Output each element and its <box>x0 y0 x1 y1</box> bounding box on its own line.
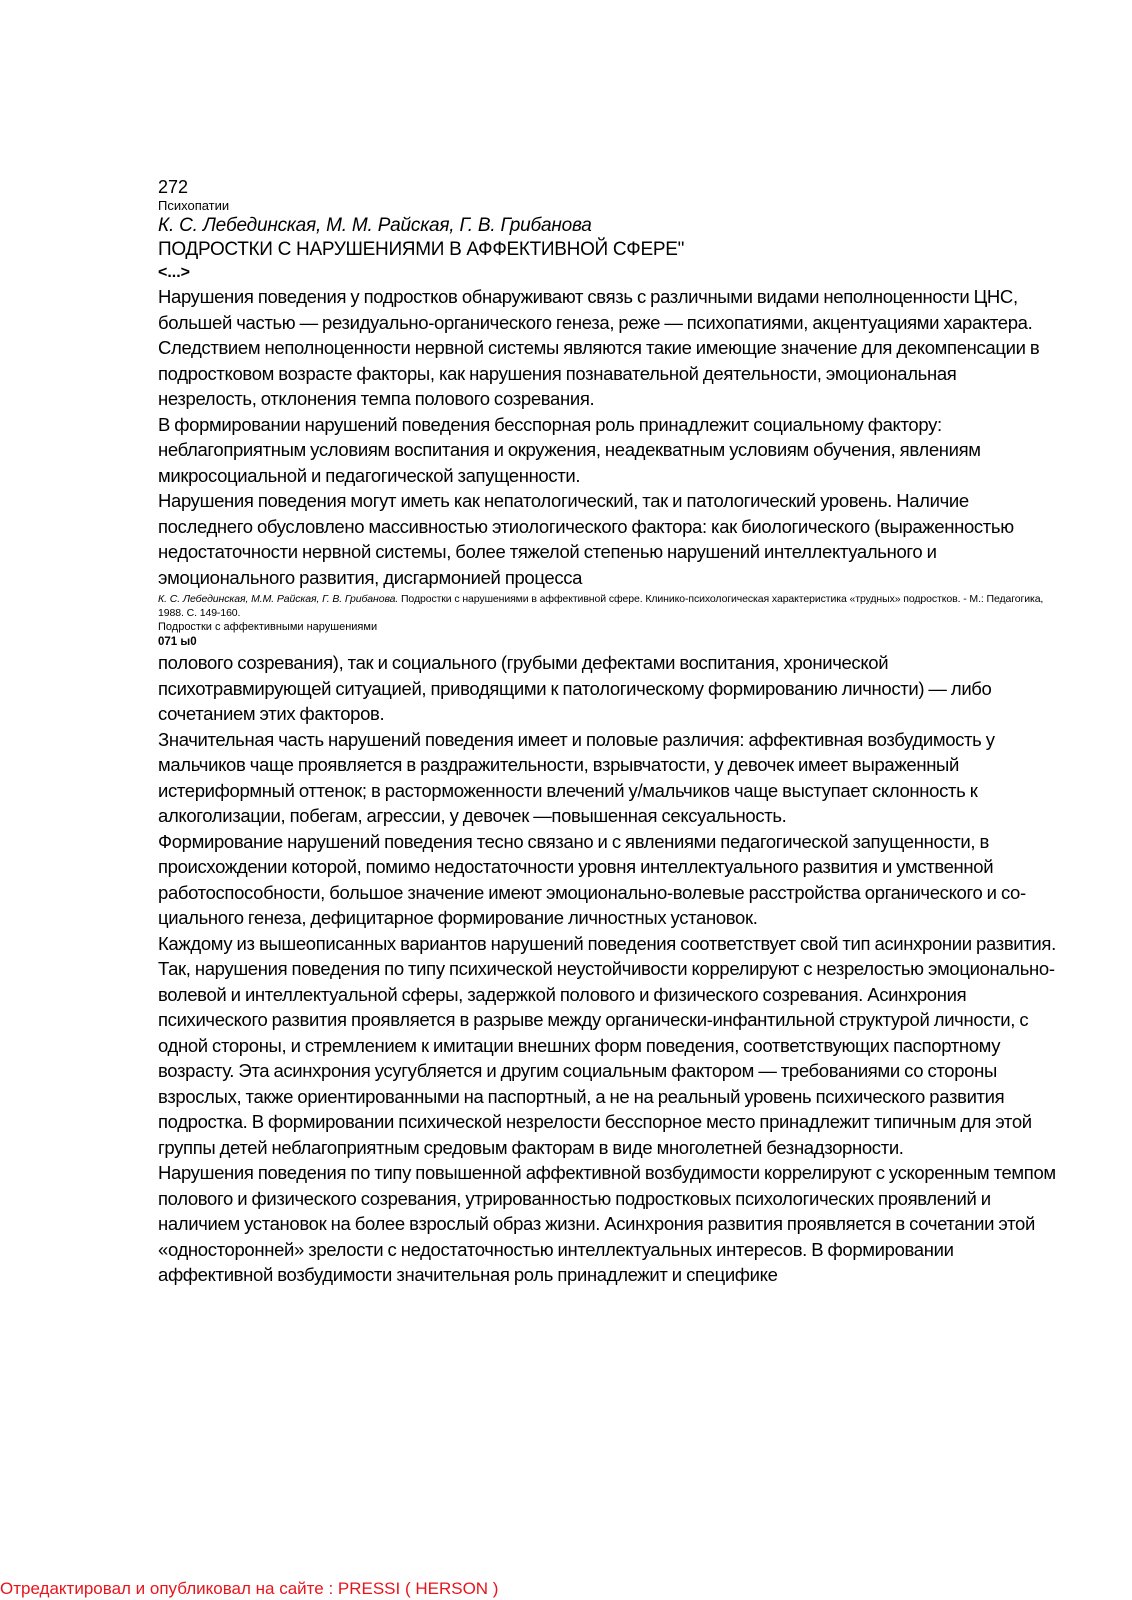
paragraph: Каждому из вышеописанных вариантов нарушений поведения соответствует свой тип асинхронии развития. <box>158 932 1056 954</box>
footnote <box>158 592 1058 620</box>
paragraph: Следствием неполноценности нервной системы являются такие имеющие значение для декомпенсации в подростковом возрасте факторы, как нарушения познавательной деятельности, эмоциональная незрелость, отклонения темпа полового созревания. <box>158 337 1040 409</box>
article-authors: К. С. Лебединская, М. М. Райская, Г. В. Грибанова <box>158 215 592 236</box>
paragraph: полового созревания), так и социального (грубыми дефектами воспитания, хронической психотравмирующей ситуацией, приводящими к патологическому формированию личности) — либо сочетанием этих факторов. <box>158 652 992 724</box>
paragraph: В формировании нарушений поведения бесспорная роль принадлежит социальному фактору: неблагоприятным условиям воспитания и окружения, неадекватным условиям обучения, явлениям микросоциальной и педагогической запущенности. <box>158 413 981 486</box>
omission-mark: <...> <box>158 264 191 281</box>
footnote-authors: К. С. Лебединская, М.М. Райская, Г. В. Грибанова. <box>158 593 399 605</box>
publisher-credit: Отредактировал и опубликовал на сайте : PRESSI ( HERSON ) <box>0 1579 499 1598</box>
running-head: Психопатии <box>158 198 230 213</box>
page-number: 272 <box>158 177 189 197</box>
page-marker: 071 ы0 <box>158 636 197 648</box>
paragraph: Нарушения поведения у подростков обнаруживают связь с различными видами неполноценности ЦНС, большей частью — резидуально-органического генеза, реже — психопатиями, акцентуациями характера. <box>158 286 1033 333</box>
paragraph: Нарушения поведения по типу повышенной аффективной возбудимости коррелируют с ускоренным темпом полового и физического созревания, утрированностью подростковых психологических проявлений и наличием установок на более взрослый образ жизни. Асинхрония развития проявляется в сочетании этой «односторонней» зрелости с недостаточностью интеллектуальных интересов. В формировании аффективной возбудимости значительная роль принадлежит и специфике <box>158 1162 1056 1285</box>
paragraph: Значительная часть нарушений поведения имеет и половые различия: аффективная возбудимость у мальчиков чаще проявляется в раздражительности, взрывчатости, у девочек имеет выраженный истериформный оттенок; в расторможенности влечений у/мальчиков чаще выступает склонность к алкоголизации, побегам, агрессии, у девочек —повышенная сексуальность. <box>158 728 995 826</box>
paragraph: Так, нарушения поведения по типу психической неустойчивости коррелируют с незрелостью эмоционально-волевой и интеллектуальной сферы, задержкой полового и физического созревания. Асинхрония психического развития проявляется в разрыве между органически-инфантильной структурой личности, с одной стороны, и стремлением к имитации внешних форм поведения, соответствующих паспортному возрасту. Эта асинхрония усугубляется и другим социальным фактором — требованиями со стороны взрослых, также ориентированными на паспортный, а не на реальный уровень психического развития подростка. В формировании психической незрелости бесспорное место принадлежит типичным для этой группы детей неблагоприятным средовым факторам в виде многолетней безнадзорности. <box>158 958 1055 1158</box>
paragraph: Формирование нарушений поведения тесно связано и с явлениями педагогической запущенности, в происхождении которой, помимо недостаточности уровня интеллектуального развития и умственной работоспособности, большое значение имеют эмоционально-волевые расстройства органического и со-циального генеза, дефицитарное формирование личностных установок. <box>158 830 1026 928</box>
paragraph: Нарушения поведения могут иметь как непатологический, так и патологический уровень. Наличие последнего обусловлено массивностью этиологического фактора: как биологического (выраженностью недостаточности нервной системы, более тяжелой степенью нарушений интеллектуального и эмоционального развития, дисгармонией процесса <box>158 490 1014 588</box>
footnote-text: Подростки с нарушениями в аффективной сфере. Клинико-психологическая характеристика «трудных» подростков. - М.: Педагогика, 1988. С. 149-160. <box>158 593 1044 619</box>
document-page <box>158 176 1058 1288</box>
article-title: ПОДРОСТКИ С НАРУШЕНИЯМИ В АФФЕКТИВНОЙ СФЕРЕ" <box>158 239 685 260</box>
running-head-2: Подростки с аффективными нарушениями <box>158 621 378 633</box>
